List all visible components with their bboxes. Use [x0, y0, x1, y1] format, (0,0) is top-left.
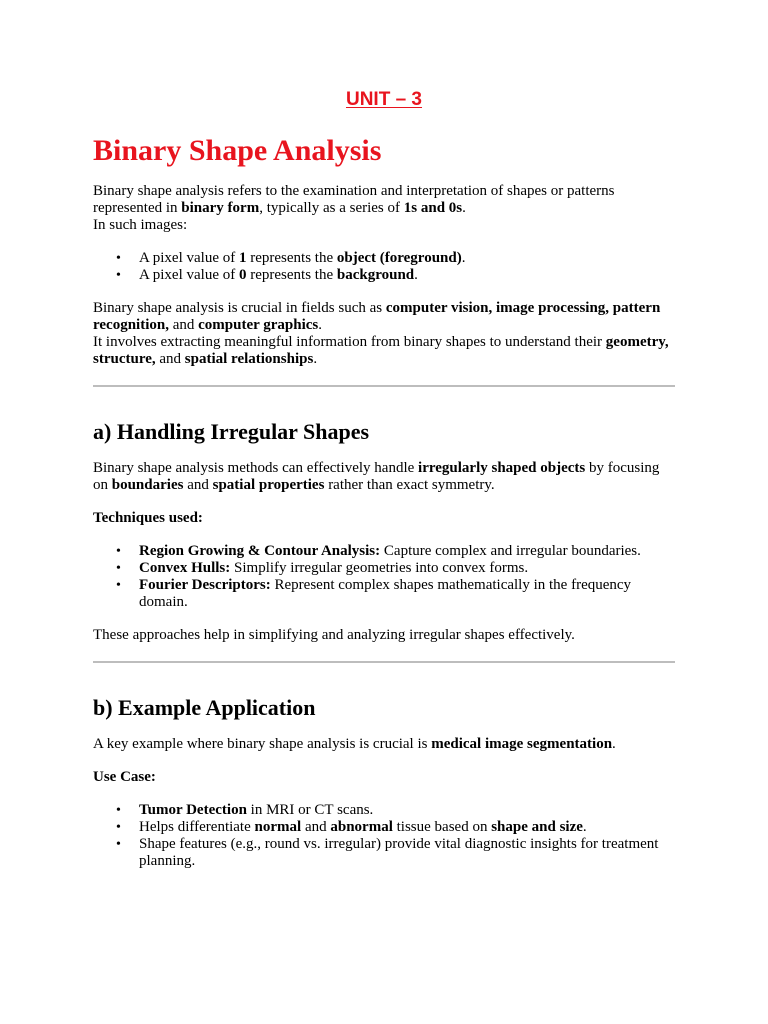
list-item: • Convex Hulls: Simplify irregular geometries into convex forms.	[139, 560, 678, 577]
list-item: • Tumor Detection in MRI or CT scans.	[139, 802, 678, 819]
page-title: Binary Shape Analysis	[93, 134, 382, 167]
section-a-paragraph: Binary shape analysis methods can effectively handle irregularly shaped objects by focusing on boundaries and spatial properties rather than exact symmetry.	[93, 460, 660, 493]
use-case-label: Use Case:	[93, 769, 156, 785]
section-b-paragraph: A key example where binary shape analysis is crucial is medical image segmentation.	[93, 736, 616, 752]
applications-paragraph: Binary shape analysis is crucial in fields such as computer vision, image processing, pattern recognition, and computer graphics. It involves extracting meaningful information from binary shapes to understand their geometry, structure, and spatial relationships.	[93, 300, 669, 367]
unit-label: UNIT – 3	[345, 89, 423, 110]
section-a-heading: a) Handling Irregular Shapes	[93, 419, 370, 444]
section-divider	[93, 385, 675, 387]
intro-paragraph: Binary shape analysis refers to the examination and interpretation of shapes or patterns represented in binary form, typically as a series of 1s and 0s. In such images:	[93, 183, 615, 233]
list-item: • Shape features (e.g., round vs. irregular) provide vital diagnostic insights for treatment planning.	[139, 836, 678, 870]
section-b-heading: b) Example Application	[93, 695, 316, 720]
list-item: • A pixel value of 1 represents the object (foreground).	[139, 250, 678, 267]
techniques-list	[93, 543, 678, 611]
section-a-summary: These approaches help in simplifying and analyzing irregular shapes effectively.	[93, 627, 575, 643]
list-item: • Helps differentiate normal and abnormal tissue based on shape and size.	[139, 819, 678, 836]
list-item: • Fourier Descriptors: Represent complex shapes mathematically in the frequency domain.	[139, 577, 678, 611]
list-item: • A pixel value of 0 represents the background.	[139, 267, 678, 284]
list-item: • Region Growing & Contour Analysis: Capture complex and irregular boundaries.	[139, 543, 678, 560]
use-case-list	[93, 802, 678, 870]
techniques-label: Techniques used:	[93, 510, 203, 526]
document-body	[93, 131, 678, 870]
pixel-value-list	[93, 250, 678, 284]
section-divider	[93, 661, 675, 663]
